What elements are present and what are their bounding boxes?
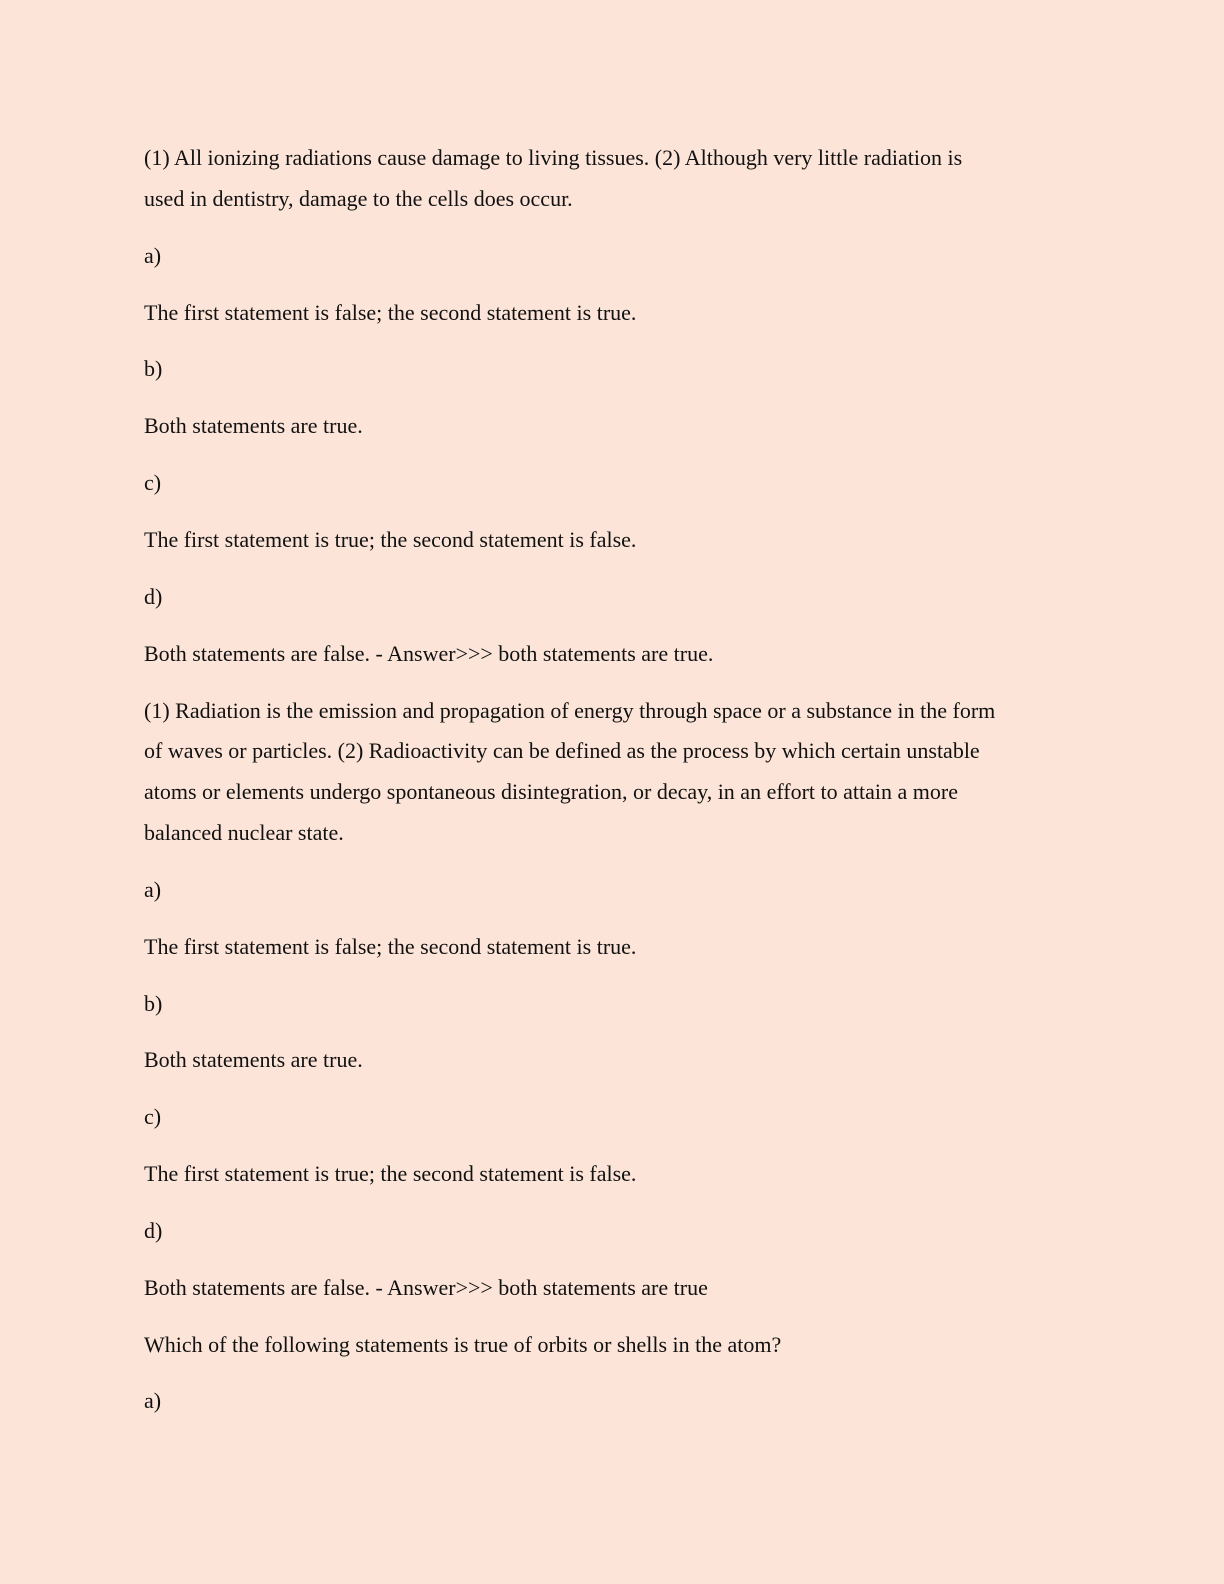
question-1-stem-line-1: (1) All ionizing radiations cause damage to living tissues. (2) Although very little radiation is — [144, 145, 963, 170]
question-2-option-b-letter: b) — [144, 991, 163, 1016]
question-1-option-b-text: Both statements are true. — [144, 413, 363, 438]
question-1-option-a-text: The first statement is false; the second statement is true. — [144, 300, 637, 325]
question-2-option-b-text: Both statements are true. — [144, 1047, 363, 1072]
question-1-option-d-text: Both statements are false. - Answer>>> both statements are true. — [144, 641, 714, 666]
question-1-option-c-text: The first statement is true; the second statement is false. — [144, 527, 637, 552]
question-3-option-a-letter: a) — [144, 1388, 162, 1413]
question-1-option-c-letter: c) — [144, 470, 162, 495]
question-1-option-d-letter: d) — [144, 584, 163, 609]
question-2-stem-line-2: of waves or particles. (2) Radioactivity can be defined as the process by which certain unstable — [144, 738, 980, 763]
question-1-option-b-letter: b) — [144, 356, 163, 381]
question-2-stem-line-3: atoms or elements undergo spontaneous disintegration, or decay, in an effort to attain a more — [144, 779, 958, 804]
question-3-stem-line-1: Which of the following statements is true of orbits or shells in the atom? — [144, 1332, 782, 1357]
question-1-option-a-letter: a) — [144, 243, 162, 268]
question-2-option-c-letter: c) — [144, 1104, 162, 1129]
question-2-stem-line-1: (1) Radiation is the emission and propagation of energy through space or a substance in the form — [144, 698, 996, 723]
question-2-option-d-letter: d) — [144, 1218, 163, 1243]
question-2-stem-line-4: balanced nuclear state. — [144, 820, 344, 845]
question-1-stem-line-2: used in dentistry, damage to the cells does occur. — [144, 186, 573, 211]
question-2-option-a-letter: a) — [144, 877, 162, 902]
question-2-option-c-text: The first statement is true; the second statement is false. — [144, 1161, 637, 1186]
question-2-option-a-text: The first statement is false; the second statement is true. — [144, 934, 637, 959]
question-2-option-d-text: Both statements are false. - Answer>>> both statements are true — [144, 1275, 708, 1300]
